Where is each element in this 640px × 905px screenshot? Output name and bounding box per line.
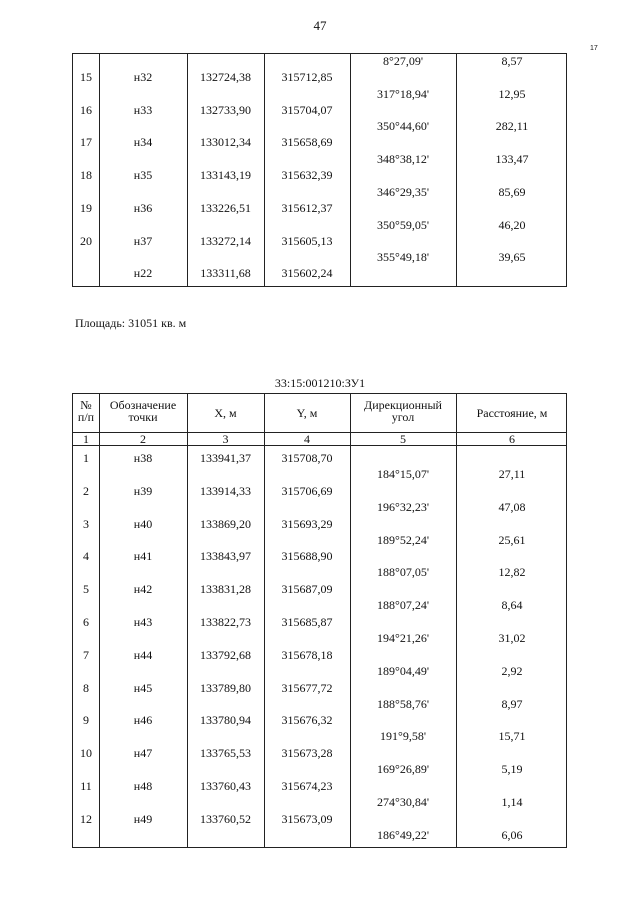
table-cell-point: н44 xyxy=(133,647,153,662)
table-cell-x: 133822,73 xyxy=(200,615,251,629)
table-cell-x: 133765,53 xyxy=(200,746,251,761)
table-cell-n: 4 xyxy=(83,549,89,564)
table-cell-y: 315676,32 xyxy=(281,713,333,728)
table-cell-x: 132724,38 xyxy=(200,70,251,84)
column-number: 2 xyxy=(140,432,146,446)
table-cell-point: н33 xyxy=(133,102,153,117)
table-cell-n: 9 xyxy=(83,713,89,728)
table-cell-point: н43 xyxy=(133,615,153,629)
header-y: Y, м xyxy=(296,406,318,420)
table-cell-distance: 15,71 xyxy=(498,729,526,744)
table-cell-angle: 350°59,05' xyxy=(377,217,429,232)
coordinates-table-continuation xyxy=(72,53,567,287)
table-cell-point: н40 xyxy=(133,516,153,531)
table-cell-angle: 184°15,07' xyxy=(377,467,429,481)
table-cell-distance: 5,19 xyxy=(501,762,523,777)
header-number xyxy=(73,399,99,423)
table-cell-angle: 196°32,23' xyxy=(377,499,429,514)
table-cell-n: 6 xyxy=(83,615,89,629)
table-cell-distance: 8,97 xyxy=(501,696,523,711)
table-cell-distance: 25,61 xyxy=(498,532,526,547)
table-cell-y: 315708,70 xyxy=(281,451,333,465)
table-cell-point: н46 xyxy=(133,713,153,728)
table-cell-n: 8 xyxy=(83,680,89,695)
table-cell-n: 12 xyxy=(80,811,92,826)
table-cell-n: 7 xyxy=(83,647,89,662)
table-cell-y: 315674,23 xyxy=(281,779,333,793)
table-cell-n: 15 xyxy=(80,70,92,84)
table-cell-point: н42 xyxy=(133,582,153,597)
table-cell-x: 133843,97 xyxy=(200,549,251,564)
header-angle xyxy=(350,399,456,423)
table-cell-y: 315658,69 xyxy=(281,135,333,150)
table-cell-y: 315678,18 xyxy=(281,647,333,662)
table-cell-x: 133792,68 xyxy=(200,647,251,662)
column-number: 1 xyxy=(83,432,89,446)
coordinates-table xyxy=(72,393,567,848)
table-cell-x: 133789,80 xyxy=(200,680,251,695)
table-cell-distance: 39,65 xyxy=(498,250,526,265)
header-angle-line1: Дирекционный xyxy=(364,398,442,412)
table-cell-angle: 8°27,09' xyxy=(383,54,423,68)
table-cell-distance: 6,06 xyxy=(501,827,523,842)
table-cell-angle: 346°29,35' xyxy=(377,184,429,199)
table-cell-n: 5 xyxy=(83,582,89,597)
table-cell-distance: 12,95 xyxy=(498,86,526,101)
table-cell-angle: 186°49,22' xyxy=(377,827,429,842)
table-cell-x: 132733,90 xyxy=(200,102,251,117)
table-cell-angle: 274°30,84' xyxy=(377,795,429,809)
table-cell-x: 133831,28 xyxy=(200,582,251,597)
table-cell-angle: 188°07,24' xyxy=(377,598,429,613)
table-cell-point: н22 xyxy=(133,266,153,281)
table-cell-x: 133012,34 xyxy=(200,135,251,150)
table-cell-n: 17 xyxy=(80,135,92,150)
table-cell-point: н48 xyxy=(133,779,153,793)
table-cell-point: н38 xyxy=(133,451,153,465)
table-cell-point: н39 xyxy=(133,483,153,498)
header-number-line1: № xyxy=(80,398,92,412)
table-cell-y: 315612,37 xyxy=(281,200,333,215)
column-number: 6 xyxy=(509,432,515,446)
table-cell-y: 315605,13 xyxy=(281,233,333,248)
header-x: X, м xyxy=(214,406,237,420)
table-cell-y: 315677,72 xyxy=(281,680,333,695)
table-cell-point: н47 xyxy=(133,746,153,761)
table-cell-n: 11 xyxy=(80,779,92,793)
table-cell-x: 133914,33 xyxy=(200,483,251,498)
table-cell-point: н34 xyxy=(133,135,153,150)
table-cell-y: 315687,09 xyxy=(281,582,333,597)
table-cell-distance: 31,02 xyxy=(498,631,526,645)
table-cell-angle: 355°49,18' xyxy=(377,250,429,265)
table-cell-angle: 189°04,49' xyxy=(377,663,429,678)
table-cell-point: н35 xyxy=(133,168,153,183)
table-cell-y: 315712,85 xyxy=(281,70,333,84)
table-cell-distance: 8,57 xyxy=(501,54,523,68)
table-cell-y: 315693,29 xyxy=(281,516,333,531)
table-cell-distance: 46,20 xyxy=(498,217,526,232)
table-cell-x: 133760,43 xyxy=(200,779,251,793)
table-cell-y: 315685,87 xyxy=(281,615,333,629)
table-cell-angle: 188°07,05' xyxy=(377,565,429,580)
table-cell-x: 133941,37 xyxy=(200,451,251,465)
table-cell-n: 2 xyxy=(83,483,89,498)
table-cell-x: 133760,52 xyxy=(200,811,251,826)
header-angle-line2: угол xyxy=(391,410,415,424)
table-cell-point: н37 xyxy=(133,233,153,248)
table-cell-y: 315688,90 xyxy=(281,549,333,564)
table-cell-x: 133311,68 xyxy=(200,266,251,281)
page-number: 47 xyxy=(313,18,327,33)
table-cell-angle: 191°9,58' xyxy=(380,729,426,744)
table-cell-point: н32 xyxy=(133,70,153,84)
table-cell-n: 20 xyxy=(80,233,92,248)
table-cell-distance: 1,14 xyxy=(501,795,523,809)
header-distance: Расстояние, м xyxy=(476,406,548,420)
column-number: 5 xyxy=(400,432,406,446)
table-cell-angle: 348°38,12' xyxy=(377,152,429,167)
table-cell-angle: 350°44,60' xyxy=(377,119,429,134)
table-cell-angle: 189°52,24' xyxy=(377,532,429,547)
table-cell-distance: 85,69 xyxy=(498,184,526,199)
table-cell-point: н41 xyxy=(133,549,153,564)
header-number-line2: п/п xyxy=(77,410,95,424)
table-cell-distance: 133,47 xyxy=(495,152,529,167)
area-label: Площадь: 31051 кв. м xyxy=(75,316,187,330)
table-cell-n: 10 xyxy=(80,746,92,761)
table-cell-point: н45 xyxy=(133,680,153,695)
table-cell-distance: 27,11 xyxy=(498,467,526,481)
table-cell-x: 133143,19 xyxy=(200,168,251,183)
table-cell-distance: 282,11 xyxy=(495,119,529,134)
column-number: 3 xyxy=(222,432,229,446)
table-cell-x: 133780,94 xyxy=(200,713,251,728)
table-cell-angle: 317°18,94' xyxy=(377,86,429,101)
table-cell-angle: 169°26,89' xyxy=(377,762,429,777)
table-cell-y: 315706,69 xyxy=(281,483,333,498)
table-cell-angle: 194°21,26' xyxy=(377,631,429,645)
table-cell-x: 133272,14 xyxy=(200,233,251,248)
header-point-line2: точки xyxy=(128,410,158,424)
table-cell-y: 315602,24 xyxy=(281,266,333,281)
table-cell-n: 1 xyxy=(83,451,89,465)
table-cell-x: 133226,51 xyxy=(200,200,251,215)
column-number: 4 xyxy=(304,432,310,446)
header-point xyxy=(99,399,187,423)
side-number: 17 xyxy=(590,45,598,52)
table-cell-distance: 2,92 xyxy=(501,663,523,678)
table-cell-point: н49 xyxy=(133,811,153,826)
table-cell-y: 315704,07 xyxy=(281,102,333,117)
table-cell-distance: 8,64 xyxy=(501,598,523,613)
section-title: 33:15:001210:ЗУ1 xyxy=(274,376,366,390)
table-cell-x: 133869,20 xyxy=(200,516,251,531)
table-cell-y: 315632,39 xyxy=(281,168,333,183)
table-cell-y: 315673,28 xyxy=(281,746,333,761)
table-cell-distance: 12,82 xyxy=(498,565,526,580)
table-cell-n: 16 xyxy=(80,102,92,117)
table-cell-point: н36 xyxy=(133,200,153,215)
header-point-line1: Обозначение xyxy=(109,398,177,412)
table-cell-angle: 188°58,76' xyxy=(377,696,429,711)
table-cell-y: 315673,09 xyxy=(281,811,333,826)
table-cell-n: 18 xyxy=(80,168,92,183)
table-cell-n: 3 xyxy=(83,516,89,531)
table-cell-distance: 47,08 xyxy=(498,499,526,514)
table-cell-n: 19 xyxy=(80,200,92,215)
